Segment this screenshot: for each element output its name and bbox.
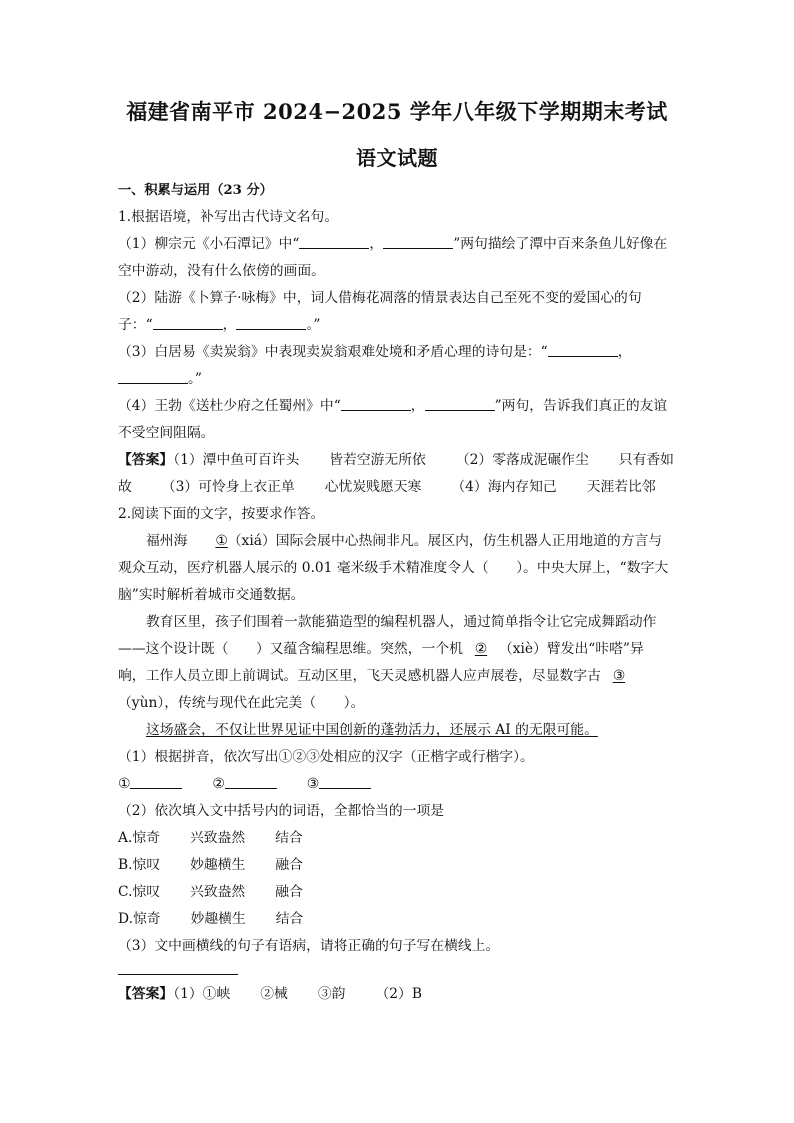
passage-paragraph-1-cont: 观众互动，医疗机器人展示的 0.01 毫米级手术精准度令人（ ）。中央大屏上，“数字大: [118, 560, 669, 576]
question-1-item-1-cont: 空中游动，没有什么依傍的画面。: [118, 263, 325, 279]
answer-blank[interactable]: [130, 774, 182, 789]
question-2-answer: 【答案】（1）①峡 ②械 ③韵 （2）B: [118, 986, 422, 1002]
question-2-sub-2: （2）依次填入文中括号内的词语，全都恰当的一项是: [118, 803, 445, 819]
exam-subtitle: 语文试题: [356, 146, 438, 170]
passage-paragraph-3: [118, 717, 678, 744]
question-2-sub-3: （3）文中画横线的句子有语病，请将正确的句子写在横线上。: [118, 938, 500, 954]
question-2-sub-1-blanks: ① ② ③: [118, 771, 678, 798]
answer-blank[interactable]: [383, 234, 453, 249]
answer-blank[interactable]: [118, 369, 188, 384]
question-1-stem: 1.根据语境，补写出古代诗文名句。: [118, 209, 339, 225]
section-heading: 一、积累与运用（23 分）: [118, 183, 273, 198]
answer-blank[interactable]: [548, 342, 618, 357]
question-1-item-3-cont: 。”: [118, 366, 678, 393]
answer-blank[interactable]: [236, 315, 306, 330]
question-1-answer-cont: 故 （3）可怜身上衣正单 心忧炭贱愿天寒 （4）海内存知己 天涯若比邻: [118, 479, 656, 495]
answer-line[interactable]: [118, 974, 238, 975]
answer-label: 【答案】: [118, 452, 174, 468]
question-1-item-2: （2）陆游《卜算子·咏梅》中，词人借梅花凋落的情景表达自己至死不变的爱国心的句: [118, 290, 642, 306]
passage-paragraph-2: 教育区里，孩子们围着一款能猫造型的编程机器人，通过简单指令让它完成舞蹈动作: [146, 614, 657, 630]
fill-blank-3[interactable]: ③: [612, 668, 626, 684]
answer-blank[interactable]: [319, 774, 371, 789]
question-1-item-1: （1）柳宗元《小石潭记》中“ ， ”两句描绘了潭中百来条鱼儿好像在: [118, 236, 668, 252]
question-1-item-3: （3）白居易《卖炭翁》中表现卖炭翁艰难处境和矛盾心理的诗句是：“ ，: [118, 344, 632, 360]
answer-blank[interactable]: [299, 234, 369, 249]
fill-blank-2[interactable]: ②: [474, 641, 488, 657]
exam-title: 福建省南平市 2024−2025 学年八年级下学期期末考试: [126, 99, 668, 124]
option-c[interactable]: C.惊叹 兴致盎然 融合: [118, 884, 303, 900]
passage-paragraph-2-cont: （yùn），传统与现代在此完美（ ）。: [118, 695, 365, 711]
question-1-answer: 【答案】（1）潭中鱼可百许头 皆若空游无所依 （2）零落成泥碾作尘 只有香如: [118, 452, 674, 468]
underlined-sentence: 这场盛会，不仅让世界见证中国创新的蓬勃活力，还展示 AI 的无限可能。: [146, 722, 598, 738]
answer-blank[interactable]: [425, 396, 495, 411]
answer-blank[interactable]: [225, 774, 277, 789]
answer-label: 【答案】: [118, 986, 174, 1002]
exam-content: [118, 177, 678, 1008]
option-b[interactable]: B.惊叹 妙趣横生 融合: [118, 857, 303, 873]
passage-paragraph-1-cont: 脑”实时解析着城市交通数据。: [118, 587, 305, 603]
question-1-item-2-cont: 子：“ ， 。”: [118, 317, 321, 333]
passage-paragraph-1: 福州海 ①（xiá）国际会展中心热闹非凡。展区内，仿生机器人正用地道的方言与: [118, 528, 678, 555]
passage-paragraph-2-cont: 响，工作人员立即上前调试。互动区里，飞天灵感机器人应声展卷，尽显数字古 ③: [118, 663, 678, 690]
passage-paragraph-2-cont: ——这个设计既（ ）又蕴含编程思维。突然，一个机 ② （xiè）臂发出“咔嗒”异: [118, 636, 678, 663]
question-1-item-4: （4）王勃《送杜少府之任蜀州》中“ ， ”两句，告诉我们真正的友谊: [118, 398, 668, 414]
answer-blank[interactable]: [341, 396, 411, 411]
question-1-item-4-cont: 不受空间阻隔。: [118, 425, 215, 441]
option-a[interactable]: A.惊奇 兴致盎然 结合: [118, 830, 303, 846]
question-2-sub-1: （1）根据拼音，依次写出①②③处相应的汉字（正楷字或行楷字）。: [118, 749, 534, 765]
option-d[interactable]: D.惊奇 妙趣横生 结合: [118, 911, 304, 927]
question-2-stem: 2.阅读下面的文字，按要求作答。: [118, 506, 325, 522]
fill-blank-1[interactable]: ①: [215, 533, 228, 549]
answer-blank[interactable]: [153, 315, 223, 330]
